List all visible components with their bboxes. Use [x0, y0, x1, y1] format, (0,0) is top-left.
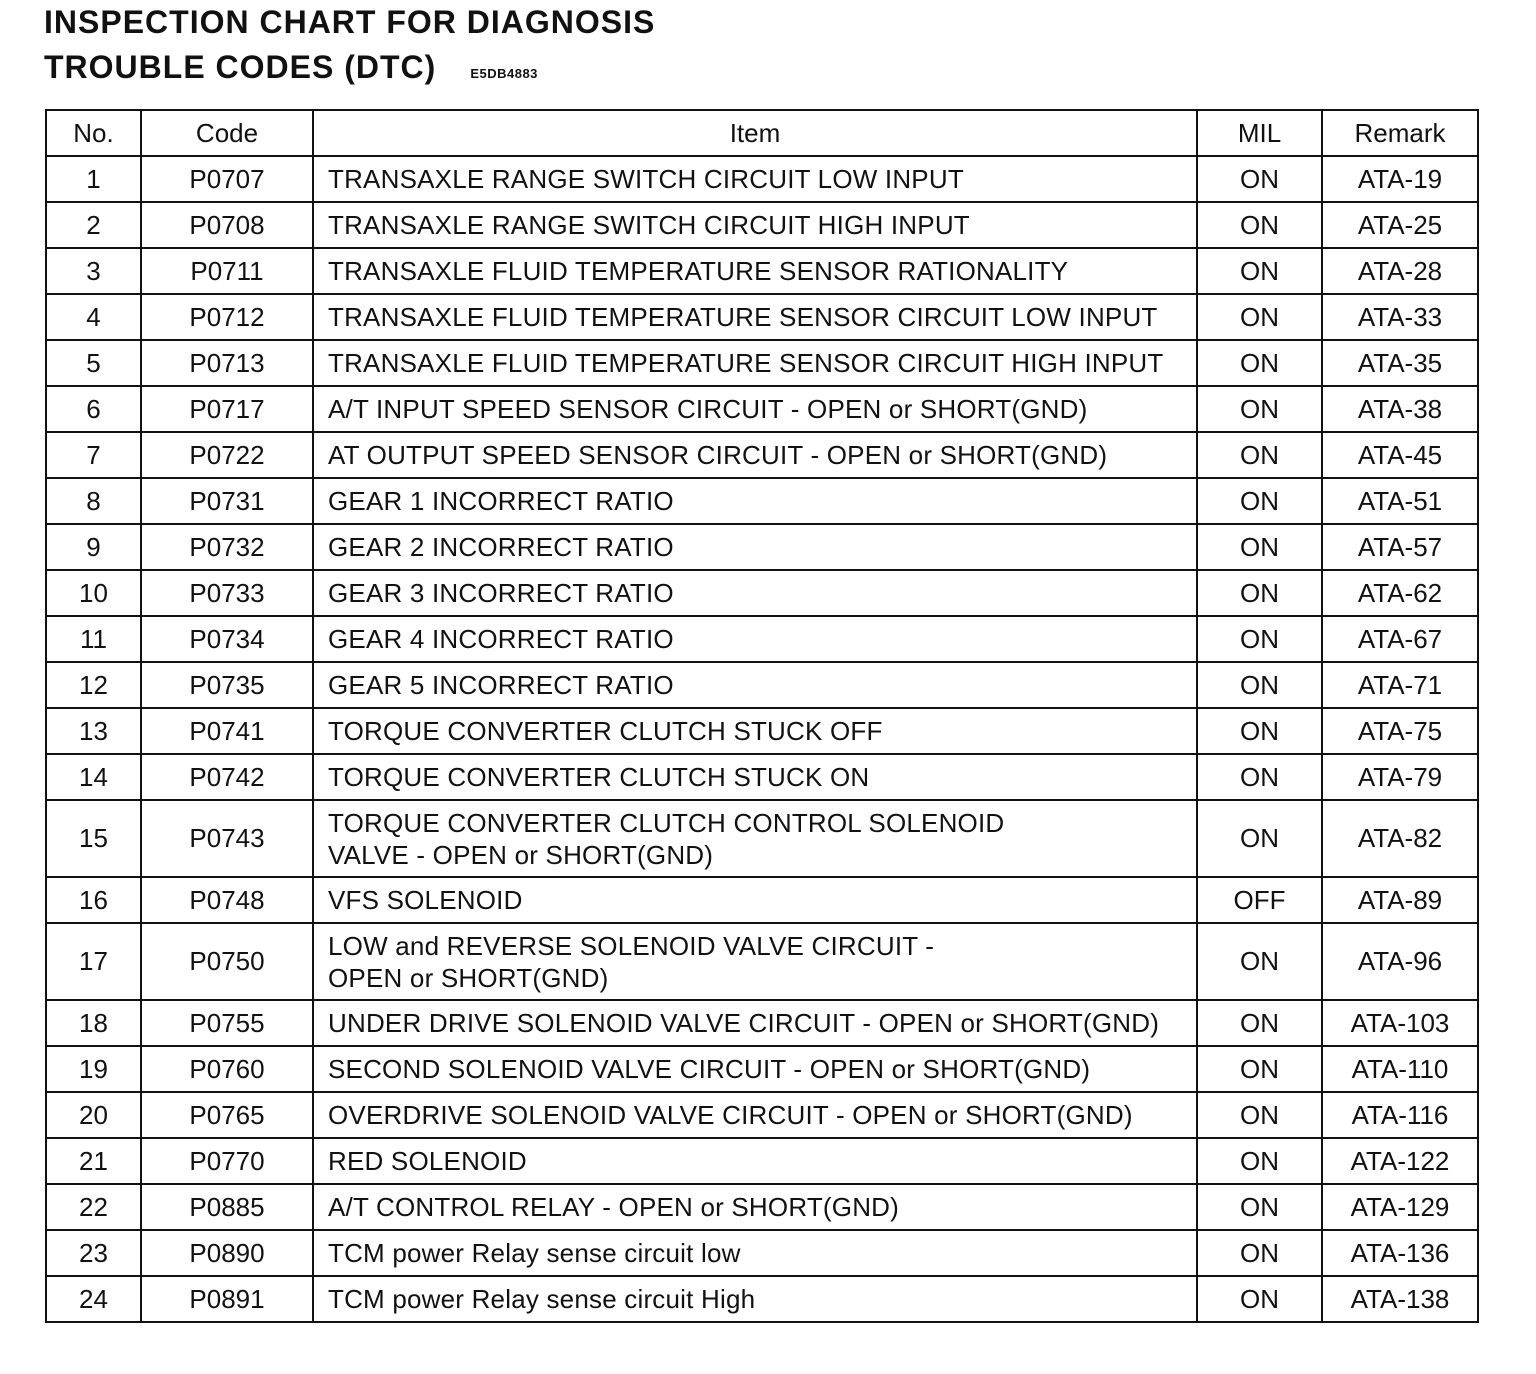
cell-item	[313, 156, 1197, 202]
cell-no: 4	[46, 294, 141, 340]
table-row	[46, 570, 1478, 616]
cell-remark: ATA-38	[1322, 386, 1478, 432]
cell-no: 8	[46, 478, 141, 524]
cell-code: P0711	[141, 248, 313, 294]
cell-no: 16	[46, 877, 141, 923]
cell-item	[313, 1046, 1197, 1092]
cell-remark: ATA-19	[1322, 156, 1478, 202]
cell-code: P0734	[141, 616, 313, 662]
table-row	[46, 478, 1478, 524]
cell-remark: ATA-67	[1322, 616, 1478, 662]
column-header-remark: Remark	[1322, 110, 1478, 156]
cell-mil: ON	[1197, 1000, 1322, 1046]
cell-no: 17	[46, 923, 141, 1000]
cell-item	[313, 1184, 1197, 1230]
table-row	[46, 708, 1478, 754]
cell-mil: ON	[1197, 662, 1322, 708]
cell-code: P0770	[141, 1138, 313, 1184]
cell-item	[313, 1230, 1197, 1276]
item-text-line: TRANSAXLE RANGE SWITCH CIRCUIT HIGH INPUT	[328, 210, 970, 240]
cell-code: P0733	[141, 570, 313, 616]
cell-code: P0742	[141, 754, 313, 800]
table-row	[46, 877, 1478, 923]
cell-remark: ATA-25	[1322, 202, 1478, 248]
cell-remark: ATA-28	[1322, 248, 1478, 294]
cell-code: P0707	[141, 156, 313, 202]
cell-item	[313, 432, 1197, 478]
item-text-line: TRANSAXLE FLUID TEMPERATURE SENSOR RATIONALITY	[328, 256, 1069, 286]
table-row	[46, 754, 1478, 800]
column-header-no: No.	[46, 110, 141, 156]
cell-code: P0708	[141, 202, 313, 248]
cell-remark: ATA-82	[1322, 800, 1478, 877]
cell-code: P0750	[141, 923, 313, 1000]
cell-no: 2	[46, 202, 141, 248]
cell-code: P0732	[141, 524, 313, 570]
cell-code: P0755	[141, 1000, 313, 1046]
table-row	[46, 1092, 1478, 1138]
table-row	[46, 1046, 1478, 1092]
cell-mil: ON	[1197, 432, 1322, 478]
cell-code: P0713	[141, 340, 313, 386]
table-row	[46, 248, 1478, 294]
cell-code: P0717	[141, 386, 313, 432]
cell-no: 18	[46, 1000, 141, 1046]
cell-remark: ATA-79	[1322, 754, 1478, 800]
cell-mil: ON	[1197, 248, 1322, 294]
column-header-code: Code	[141, 110, 313, 156]
cell-mil: ON	[1197, 923, 1322, 1000]
cell-mil: ON	[1197, 340, 1322, 386]
item-text-line: A/T CONTROL RELAY - OPEN or SHORT(GND)	[328, 1192, 900, 1222]
cell-code: P0748	[141, 877, 313, 923]
cell-item	[313, 294, 1197, 340]
cell-no: 5	[46, 340, 141, 386]
cell-item	[313, 877, 1197, 923]
cell-no: 14	[46, 754, 141, 800]
item-text-line: SECOND SOLENOID VALVE CIRCUIT - OPEN or SHORT(GND)	[328, 1054, 1091, 1084]
cell-mil: ON	[1197, 156, 1322, 202]
cell-remark: ATA-136	[1322, 1230, 1478, 1276]
page-title: INSPECTION CHART FOR DIAGNOSIS	[44, 4, 656, 40]
table-row	[46, 616, 1478, 662]
cell-mil: OFF	[1197, 877, 1322, 923]
cell-mil: ON	[1197, 524, 1322, 570]
cell-no: 9	[46, 524, 141, 570]
cell-code: P0765	[141, 1092, 313, 1138]
page-subtitle: TROUBLE CODES (DTC)	[44, 49, 437, 85]
cell-remark: ATA-51	[1322, 478, 1478, 524]
cell-remark: ATA-122	[1322, 1138, 1478, 1184]
item-text-line: GEAR 3 INCORRECT RATIO	[328, 578, 674, 608]
table-row	[46, 662, 1478, 708]
cell-item	[313, 248, 1197, 294]
table-row	[46, 156, 1478, 202]
cell-no: 15	[46, 800, 141, 877]
item-text-line: TCM power Relay sense circuit High	[328, 1284, 756, 1314]
item-text-line: TORQUE CONVERTER CLUTCH CONTROL SOLENOID	[328, 807, 1005, 838]
item-text-line: TRANSAXLE RANGE SWITCH CIRCUIT LOW INPUT	[328, 164, 964, 194]
cell-no: 1	[46, 156, 141, 202]
cell-item	[313, 478, 1197, 524]
cell-mil: ON	[1197, 570, 1322, 616]
cell-no: 3	[46, 248, 141, 294]
cell-item	[313, 923, 1197, 1000]
table-row	[46, 1184, 1478, 1230]
item-text-line: AT OUTPUT SPEED SENSOR CIRCUIT - OPEN or SHORT(GND)	[328, 440, 1108, 470]
cell-mil: ON	[1197, 800, 1322, 877]
cell-no: 23	[46, 1230, 141, 1276]
cell-item	[313, 1138, 1197, 1184]
cell-remark: ATA-75	[1322, 708, 1478, 754]
item-text-line: TCM power Relay sense circuit low	[328, 1238, 741, 1268]
cell-mil: ON	[1197, 1092, 1322, 1138]
subtitle-row	[44, 47, 538, 87]
item-text-line: TRANSAXLE FLUID TEMPERATURE SENSOR CIRCUIT HIGH INPUT	[328, 348, 1164, 378]
table-row	[46, 1276, 1478, 1322]
cell-mil: ON	[1197, 1230, 1322, 1276]
cell-remark: ATA-62	[1322, 570, 1478, 616]
cell-no: 20	[46, 1092, 141, 1138]
cell-no: 22	[46, 1184, 141, 1230]
cell-mil: ON	[1197, 294, 1322, 340]
cell-mil: ON	[1197, 754, 1322, 800]
table-row	[46, 923, 1478, 1000]
cell-no: 11	[46, 616, 141, 662]
item-text-line: RED SOLENOID	[328, 1146, 527, 1176]
cell-mil: ON	[1197, 202, 1322, 248]
cell-code: P0890	[141, 1230, 313, 1276]
cell-item	[313, 662, 1197, 708]
cell-remark: ATA-129	[1322, 1184, 1478, 1230]
cell-no: 13	[46, 708, 141, 754]
cell-mil: ON	[1197, 616, 1322, 662]
cell-mil: ON	[1197, 1046, 1322, 1092]
table-body	[46, 156, 1478, 1322]
cell-item	[313, 570, 1197, 616]
table-row	[46, 1138, 1478, 1184]
dtc-table	[45, 109, 1479, 1323]
item-text-line: VFS SOLENOID	[328, 885, 523, 915]
cell-remark: ATA-96	[1322, 923, 1478, 1000]
cell-code: P0743	[141, 800, 313, 877]
cell-mil: ON	[1197, 386, 1322, 432]
item-text-line: VALVE - OPEN or SHORT(GND)	[328, 839, 714, 870]
cell-remark: ATA-71	[1322, 662, 1478, 708]
cell-remark: ATA-45	[1322, 432, 1478, 478]
cell-item	[313, 1276, 1197, 1322]
cell-code: P0885	[141, 1184, 313, 1230]
table-row	[46, 202, 1478, 248]
column-header-mil: MIL	[1197, 110, 1322, 156]
table-row	[46, 386, 1478, 432]
cell-code: P0735	[141, 662, 313, 708]
cell-code: P0741	[141, 708, 313, 754]
cell-remark: ATA-116	[1322, 1092, 1478, 1138]
cell-remark: ATA-35	[1322, 340, 1478, 386]
item-text-line: GEAR 5 INCORRECT RATIO	[328, 670, 674, 700]
item-text-line: TORQUE CONVERTER CLUTCH STUCK OFF	[328, 716, 883, 746]
cell-item	[313, 386, 1197, 432]
cell-item	[313, 1000, 1197, 1046]
cell-mil: ON	[1197, 1276, 1322, 1322]
cell-mil: ON	[1197, 1138, 1322, 1184]
cell-no: 19	[46, 1046, 141, 1092]
cell-item	[313, 202, 1197, 248]
table-row	[46, 340, 1478, 386]
cell-no: 21	[46, 1138, 141, 1184]
item-text-line: UNDER DRIVE SOLENOID VALVE CIRCUIT - OPEN or SHORT(GND)	[328, 1008, 1160, 1038]
table-row	[46, 1230, 1478, 1276]
cell-no: 6	[46, 386, 141, 432]
cell-item	[313, 616, 1197, 662]
cell-remark: ATA-57	[1322, 524, 1478, 570]
item-text-line: TRANSAXLE FLUID TEMPERATURE SENSOR CIRCUIT LOW INPUT	[328, 302, 1158, 332]
cell-remark: ATA-89	[1322, 877, 1478, 923]
table-row	[46, 800, 1478, 877]
cell-no: 24	[46, 1276, 141, 1322]
table-row	[46, 294, 1478, 340]
table-row	[46, 1000, 1478, 1046]
cell-item	[313, 708, 1197, 754]
document-reference: E5DB4883	[470, 66, 538, 81]
cell-item	[313, 754, 1197, 800]
item-text-line: OPEN or SHORT(GND)	[328, 962, 609, 993]
cell-code: P0891	[141, 1276, 313, 1322]
cell-no: 7	[46, 432, 141, 478]
cell-no: 12	[46, 662, 141, 708]
item-text-line: TORQUE CONVERTER CLUTCH STUCK ON	[328, 762, 870, 792]
cell-code: P0712	[141, 294, 313, 340]
table-row	[46, 524, 1478, 570]
cell-mil: ON	[1197, 708, 1322, 754]
table-header-row	[46, 110, 1478, 156]
cell-remark: ATA-33	[1322, 294, 1478, 340]
cell-item	[313, 800, 1197, 877]
column-header-item: Item	[313, 110, 1197, 156]
cell-item	[313, 1092, 1197, 1138]
item-text-line: GEAR 2 INCORRECT RATIO	[328, 532, 674, 562]
item-text-line: GEAR 4 INCORRECT RATIO	[328, 624, 674, 654]
item-text-line: LOW and REVERSE SOLENOID VALVE CIRCUIT -	[328, 930, 935, 961]
table-row	[46, 432, 1478, 478]
cell-mil: ON	[1197, 1184, 1322, 1230]
cell-remark: ATA-110	[1322, 1046, 1478, 1092]
cell-mil: ON	[1197, 478, 1322, 524]
item-text-line: GEAR 1 INCORRECT RATIO	[328, 486, 674, 516]
item-text-line: A/T INPUT SPEED SENSOR CIRCUIT - OPEN or SHORT(GND)	[328, 394, 1088, 424]
item-text-line: OVERDRIVE SOLENOID VALVE CIRCUIT - OPEN or SHORT(GND)	[328, 1100, 1133, 1130]
cell-no: 10	[46, 570, 141, 616]
cell-code: P0722	[141, 432, 313, 478]
cell-remark: ATA-138	[1322, 1276, 1478, 1322]
cell-remark: ATA-103	[1322, 1000, 1478, 1046]
cell-code: P0731	[141, 478, 313, 524]
cell-code: P0760	[141, 1046, 313, 1092]
cell-item	[313, 524, 1197, 570]
cell-item	[313, 340, 1197, 386]
